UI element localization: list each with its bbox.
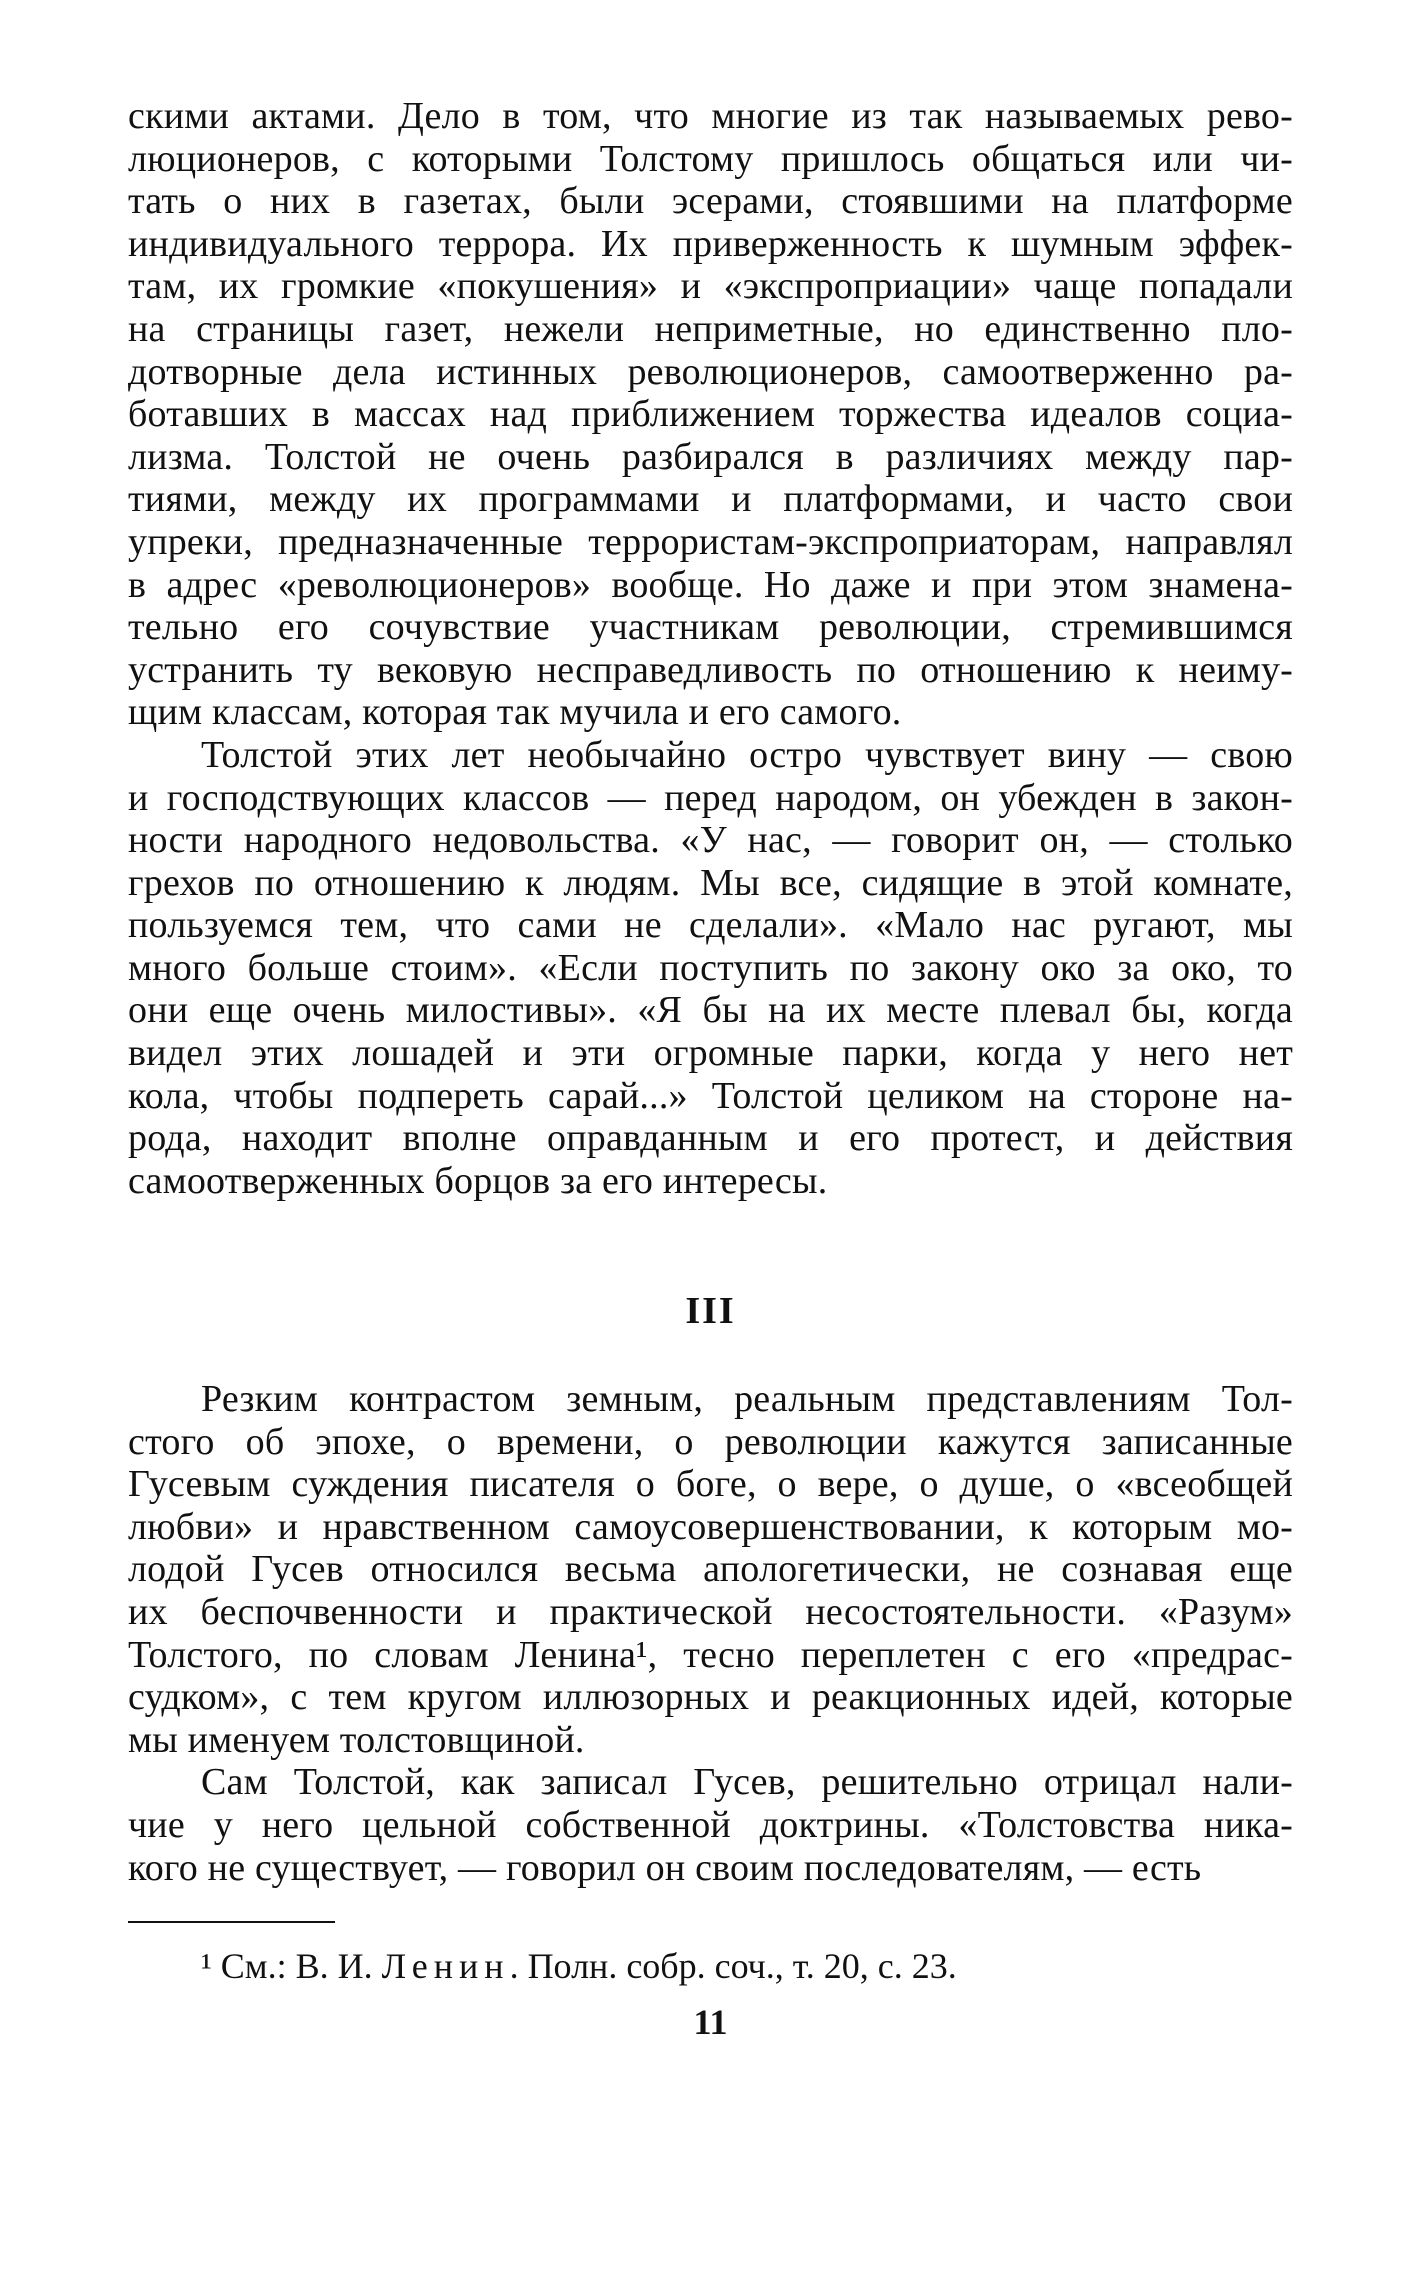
paragraph [128,734,1293,1203]
text-line: тиями, между их программами и платформами, и часто свои [128,478,1293,521]
text-line: Толстой этих лет необычайно остро чувствует вину — свою [201,733,1293,776]
text-line: мы именуем толстовщиной. [128,1718,585,1761]
text-line: они еще очень милостивы». «Я бы на их месте плевал бы, когда [128,989,1293,1032]
text-line: стого об эпохе, о времени, о революции кажутся записанные [128,1420,1293,1463]
text-line: ботавших в массах над приближением торжества идеалов социа- [128,393,1293,436]
text-line: Толстого, по словам Ленина¹, тесно переплетен с его «предрас- [128,1633,1293,1676]
paragraph [128,1378,1293,1761]
text-line: грехов по отношению к людям. Мы все, сидящие в этой комнате, [128,861,1293,904]
text-line: лодой Гусев относился весьма апологетически, не сознавая еще [128,1548,1293,1591]
text-line: тельно его сочувствие участникам революции, стремившимся [128,606,1293,649]
text-line: чие у него цельной собственной доктрины. «Толстовства ника- [128,1803,1293,1846]
text-line: самоотверженных борцов за его интересы. [128,1159,828,1202]
text-line: и господствующих классов — перед народом, он убежден в закон- [128,776,1293,819]
body-text-bottom [128,1378,1293,1889]
footnote-rule [128,1921,335,1923]
footnote-marker: ¹ [201,1946,212,1987]
text-line: кого не существует, — говорил он своим последователям, — есть [128,1846,1202,1889]
text-line: щим классам, которая так мучила и его самого. [128,691,902,734]
text-line: индивидуального террора. Их приверженность к шумным эффек- [128,222,1293,265]
section-heading: III [685,1290,736,1333]
text-line: ности народного недовольства. «У нас, — говорит он, — столько [128,819,1293,862]
footnote-prefix: См.: В. И. [220,1946,373,1987]
text-line: кола, чтобы подпереть сарай...» Толстой целиком на стороне на- [128,1074,1293,1117]
text-line: дотворные дела истинных революционеров, самоотверженно ра- [128,350,1293,393]
text-line: пользуемся тем, что сами не сделали». «Мало нас ругают, мы [128,904,1293,947]
text-line: Резким контрастом земным, реальным представлениям Тол- [201,1378,1293,1421]
paragraph [128,95,1293,734]
text-line: упреки, предназначенные террористам-экспроприаторам, направлял [128,520,1293,563]
text-line: их беспочвенности и практической несостоятельности. «Разум» [128,1591,1293,1633]
book-page [128,95,1293,2043]
text-line: Гусевым суждения писателя о боге, о вере, о душе, о «всеобщей [128,1463,1293,1506]
text-line: много больше стоим». «Если поступить по закону око за око, то [128,946,1293,989]
text-line: любви» и нравственном самоусовершенствовании, к которым мо- [128,1505,1293,1548]
text-line: лизма. Толстой не очень разбирался в различиях между пар- [128,435,1293,478]
text-line: скими актами. Дело в том, что многие из так называемых рево- [128,95,1293,137]
text-line: тать о них в газетах, были эсерами, стоявшими на платформе [128,180,1293,223]
paragraph [128,1761,1293,1889]
text-line: на страницы газет, нежели неприметные, но единственно плo- [128,307,1293,350]
text-line: судком», с тем кругом иллюзорных и реакционных идей, которые [128,1676,1293,1719]
footnote [128,1945,1293,1987]
text-line: устранить ту вековую несправедливость по отношению к неиму- [128,648,1293,691]
body-text-top [128,95,1293,1202]
text-line: Сам Толстой, как записал Гусев, решительно отрицал нали- [201,1761,1293,1804]
footnote-author: Ленин [381,1946,510,1987]
footnote-rest: . Полн. собр. соч., т. 20, с. 23. [509,1946,957,1987]
page-number: 11 [693,2002,728,2043]
text-line: люционеров, с которыми Толстому пришлось общаться или чи- [128,137,1293,180]
text-line: видел этих лошадей и эти огромные парки, когда у него нет [128,1032,1293,1075]
text-line: там, их громкие «покушения» и «экспроприации» чаще попадали [128,265,1293,308]
text-line: в адрес «революционеров» вообще. Но даже и при этом знамена- [128,563,1293,606]
text-line: рода, находит вполне оправданным и его протест, и действия [128,1117,1293,1160]
